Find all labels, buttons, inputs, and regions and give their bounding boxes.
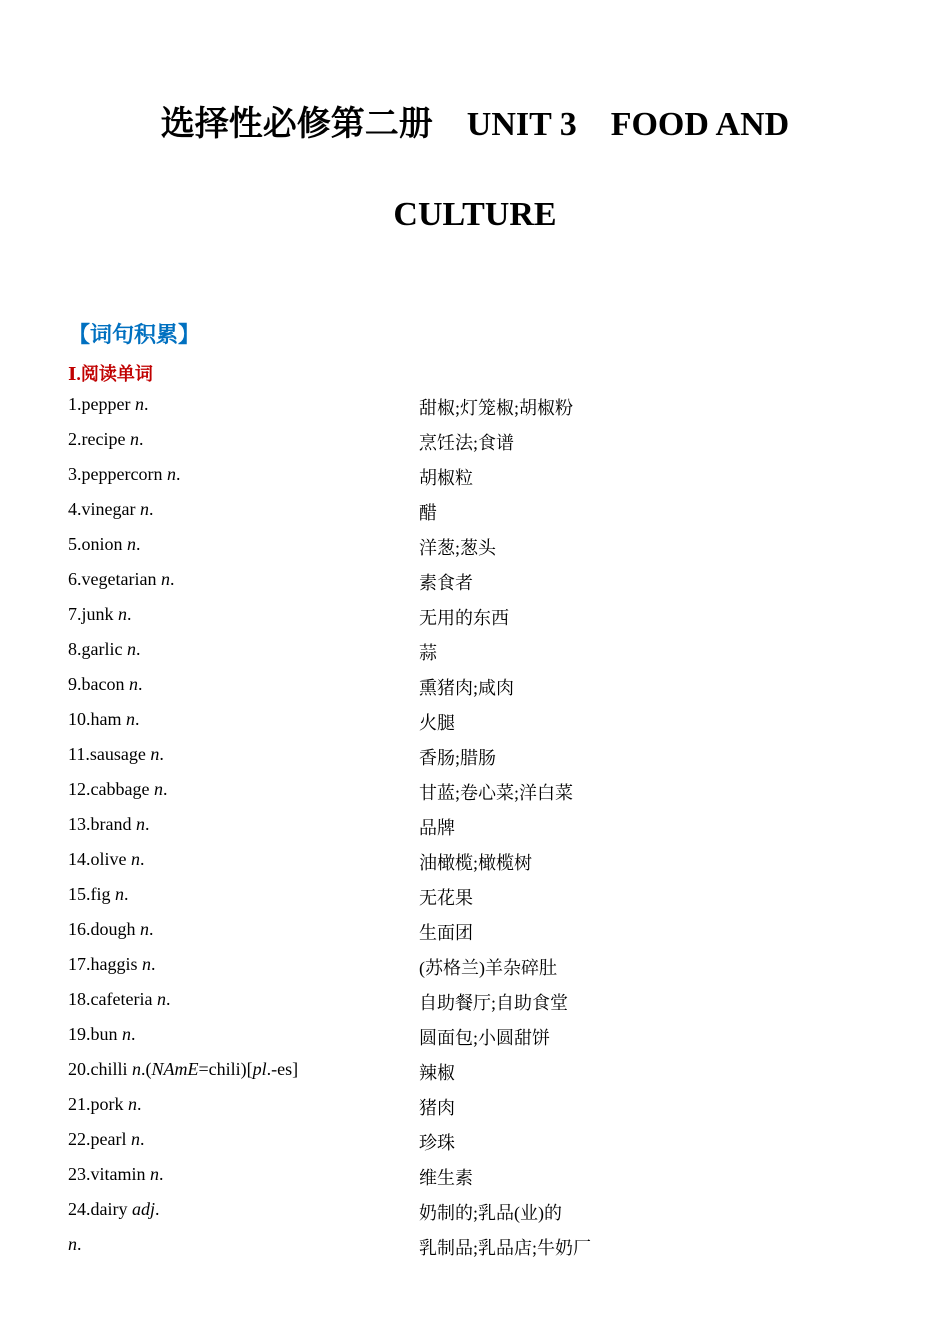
vocab-meaning: 甜椒;灯笼椒;胡椒粉: [419, 398, 574, 418]
vocab-word: pepper: [81, 394, 135, 414]
vocab-word: ham: [90, 709, 126, 729]
vocab-number: 5.: [68, 534, 82, 554]
vocab-number: 1.: [68, 394, 82, 414]
vocab-punct: .: [137, 674, 143, 694]
vocab-english: [68, 849, 145, 870]
vocab-punct: .: [136, 534, 141, 554]
vocab-row: [68, 1230, 888, 1265]
vocab-punct: .: [151, 954, 156, 974]
vocab-part-of-speech: n: [68, 1234, 77, 1254]
vocab-punct: .: [155, 1199, 160, 1219]
vocab-number: 21.: [68, 1094, 91, 1114]
vocab-punct: .: [148, 499, 154, 519]
vocab-english: [68, 814, 149, 835]
vocab-english: [68, 394, 148, 415]
vocab-row: [68, 985, 888, 1020]
vocab-punct: .: [124, 884, 129, 904]
vocab-english: [68, 919, 154, 940]
vocab-part-of-speech: n: [135, 814, 145, 834]
vocab-part-of-speech: n: [150, 1164, 159, 1184]
vocab-word: recipe: [81, 429, 130, 449]
vocab-english: [68, 569, 174, 590]
vocab-english: [68, 674, 142, 695]
vocab-meaning: 香肠;腊肠: [419, 748, 497, 768]
vocab-punct: .: [162, 779, 168, 799]
vocab-meaning: 无用的东西: [419, 608, 509, 628]
vocab-english: [68, 1164, 164, 1185]
vocab-part-of-speech: n: [127, 534, 137, 554]
vocab-row: [68, 880, 888, 915]
vocab-meaning: 熏猪肉;咸肉: [419, 678, 515, 698]
vocab-meaning: 猪肉: [419, 1098, 455, 1118]
vocab-punct: .: [175, 464, 181, 484]
vocab-number: 22.: [68, 1129, 91, 1149]
vocab-row: [68, 670, 888, 705]
vocab-punct: .: [149, 919, 154, 939]
vocab-punct: .: [77, 1234, 82, 1254]
vocab-number: 18.: [68, 989, 91, 1009]
vocab-row: [68, 425, 888, 460]
vocab-number: 17.: [68, 954, 91, 974]
vocab-meaning: 维生素: [419, 1168, 473, 1188]
vocab-row: [68, 1125, 888, 1160]
vocab-part-of-speech: n: [166, 464, 176, 484]
vocab-part-of-speech: n: [118, 604, 128, 624]
vocab-row: [68, 530, 888, 565]
vocab-english: [68, 989, 170, 1010]
vocab-english: [68, 499, 153, 520]
vocab-meaning: 醋: [419, 503, 437, 523]
vocab-row: [68, 1055, 888, 1090]
page-title-line-1: 选择性必修第二册 UNIT 3 FOOD AND: [160, 106, 790, 143]
vocab-part-of-speech: n: [128, 674, 138, 694]
vocab-word: bacon: [81, 674, 129, 694]
vocab-row: [68, 915, 888, 950]
vocab-english: [68, 429, 143, 450]
vocab-meaning: 珍珠: [419, 1133, 455, 1153]
vocab-part-of-speech: n: [130, 1129, 140, 1149]
vocab-punct: .: [143, 394, 149, 414]
vocab-number: 12.: [68, 779, 91, 799]
vocab-part-of-speech: n: [128, 1094, 137, 1114]
vocab-word: junk: [81, 604, 119, 624]
vocab-english: [68, 779, 167, 800]
vocab-punct: .: [140, 849, 145, 869]
vocab-english: [68, 1234, 82, 1255]
vocab-english: [68, 464, 180, 485]
vocab-number: 20.: [68, 1059, 91, 1079]
vocab-part-of-speech: n: [126, 709, 135, 729]
vocab-word: pork: [90, 1094, 128, 1114]
vocab-punct: .(: [141, 1059, 152, 1079]
vocab-part-of-speech: n: [139, 499, 149, 519]
vocab-punct: .: [135, 709, 140, 729]
vocab-row: [68, 390, 888, 425]
vocab-part-of-speech: n: [150, 744, 160, 764]
vocab-note-italic: pl: [252, 1059, 267, 1079]
vocab-part-of-speech: n: [134, 394, 144, 414]
vocab-row: [68, 460, 888, 495]
vocab-punct: .: [137, 1094, 142, 1114]
vocab-word: pearl: [90, 1129, 131, 1149]
vocab-english: [68, 954, 156, 975]
vocab-word: vegetarian: [81, 569, 161, 589]
vocab-punct: .: [169, 569, 175, 589]
vocab-part-of-speech: n: [140, 919, 149, 939]
vocab-english: [68, 709, 140, 730]
vocab-row: [68, 775, 888, 810]
vocab-english: [68, 604, 132, 625]
vocab-english: [68, 1059, 298, 1080]
vocab-note: =chili)[: [198, 1059, 253, 1079]
vocab-word: sausage: [89, 744, 151, 764]
vocab-meaning: 生面团: [419, 923, 473, 943]
vocab-word: onion: [81, 534, 128, 554]
vocab-number: 9.: [68, 674, 82, 694]
vocab-number: 2.: [68, 429, 82, 449]
vocab-number: 3.: [68, 464, 82, 484]
vocab-part-of-speech: n: [131, 849, 140, 869]
vocab-punct: .: [165, 989, 171, 1009]
vocab-meaning: 圆面包;小圆甜饼: [419, 1028, 551, 1048]
vocab-english: [68, 884, 129, 905]
vocab-meaning: 油橄榄;橄榄树: [419, 853, 533, 873]
vocab-meaning: 无花果: [419, 888, 473, 908]
vocab-note-italic: NAmE: [151, 1059, 199, 1079]
vocab-row: [68, 1195, 888, 1230]
vocab-english: [68, 1094, 142, 1115]
vocab-part-of-speech: n: [160, 569, 170, 589]
page-title-line-2: CULTURE: [393, 196, 557, 233]
vocab-part-of-speech: n: [115, 884, 124, 904]
vocab-list: [68, 390, 888, 1265]
vocab-row: [68, 845, 888, 880]
vocab-english: [68, 744, 164, 765]
vocab-row: [68, 1020, 888, 1055]
vocab-part-of-speech: n: [126, 639, 136, 659]
vocab-number: 23.: [68, 1164, 91, 1184]
vocab-number: 4.: [68, 499, 82, 519]
vocab-word: peppercorn: [81, 464, 167, 484]
vocab-word: garlic: [81, 639, 127, 659]
vocab-number: 11.: [68, 744, 90, 764]
vocab-row: [68, 635, 888, 670]
vocab-meaning: (苏格兰)羊杂碎肚: [419, 958, 557, 978]
vocab-word: vinegar: [81, 499, 140, 519]
section-heading: 【词句积累】: [68, 322, 201, 347]
subsection-heading: Ⅰ.阅读单词: [68, 364, 153, 384]
vocab-punct: .: [159, 1164, 164, 1184]
vocab-meaning: 蒜: [419, 643, 437, 663]
vocab-meaning: 甘蓝;卷心菜;洋白菜: [419, 783, 574, 803]
vocab-word: cabbage: [90, 779, 154, 799]
vocab-word: chilli: [90, 1059, 132, 1079]
vocab-number: 19.: [68, 1024, 91, 1044]
vocab-part-of-speech: n: [132, 1059, 141, 1079]
vocab-english: [68, 1129, 144, 1150]
vocab-number: 16.: [68, 919, 91, 939]
vocab-row: [68, 705, 888, 740]
vocab-english: [68, 534, 141, 555]
vocab-meaning: 品牌: [419, 818, 455, 838]
vocab-punct: .: [144, 814, 150, 834]
vocab-row: [68, 810, 888, 845]
vocab-number: 7.: [68, 604, 82, 624]
vocab-row: [68, 1090, 888, 1125]
vocab-row: [68, 495, 888, 530]
vocab-english: [68, 1024, 136, 1045]
vocab-number: 13.: [68, 814, 91, 834]
vocab-part-of-speech: n: [142, 954, 151, 974]
vocab-meaning: 辣椒: [419, 1063, 455, 1083]
vocab-word: cafeteria: [90, 989, 157, 1009]
vocab-row: [68, 1160, 888, 1195]
vocab-word: brand: [90, 814, 136, 834]
vocab-meaning: 奶制的;乳品(业)的: [419, 1203, 562, 1223]
vocab-part-of-speech: n: [122, 1024, 131, 1044]
vocab-punct: .: [131, 1024, 136, 1044]
vocab-punct: .: [159, 744, 164, 764]
vocab-part-of-speech: n: [153, 779, 163, 799]
vocab-part-of-speech: n: [156, 989, 166, 1009]
vocab-part-of-speech: n: [129, 429, 139, 449]
vocab-punct: .: [139, 1129, 145, 1149]
vocab-word: dough: [90, 919, 140, 939]
vocab-number: 24.: [68, 1199, 91, 1219]
vocab-row: [68, 950, 888, 985]
vocab-meaning: 烹饪法;食谱: [419, 433, 515, 453]
vocab-note: .-es]: [266, 1059, 299, 1079]
vocab-punct: .: [138, 429, 144, 449]
vocab-english: [68, 1199, 160, 1220]
vocab-english: [68, 639, 140, 660]
vocab-word: olive: [90, 849, 131, 869]
vocab-number: 10.: [68, 709, 91, 729]
vocab-punct: .: [127, 604, 132, 624]
vocab-part-of-speech: adj: [131, 1199, 155, 1219]
vocab-number: 14.: [68, 849, 91, 869]
vocab-meaning: 自助餐厅;自助食堂: [419, 993, 569, 1013]
vocab-meaning: 胡椒粒: [419, 468, 473, 488]
vocab-punct: .: [135, 639, 141, 659]
vocab-row: [68, 565, 888, 600]
vocab-row: [68, 600, 888, 635]
vocab-meaning: 乳制品;乳品店;牛奶厂: [419, 1238, 592, 1258]
vocab-word: dairy: [90, 1199, 132, 1219]
vocab-meaning: 火腿: [419, 713, 455, 733]
vocab-number: 15.: [68, 884, 91, 904]
vocab-meaning: 洋葱;葱头: [419, 538, 497, 558]
vocab-word: fig: [90, 884, 115, 904]
vocab-word: haggis: [90, 954, 142, 974]
vocab-number: 8.: [68, 639, 82, 659]
vocab-number: 6.: [68, 569, 82, 589]
vocab-word: vitamin: [90, 1164, 150, 1184]
vocab-word: bun: [90, 1024, 122, 1044]
vocab-row: [68, 740, 888, 775]
vocab-meaning: 素食者: [419, 573, 473, 593]
